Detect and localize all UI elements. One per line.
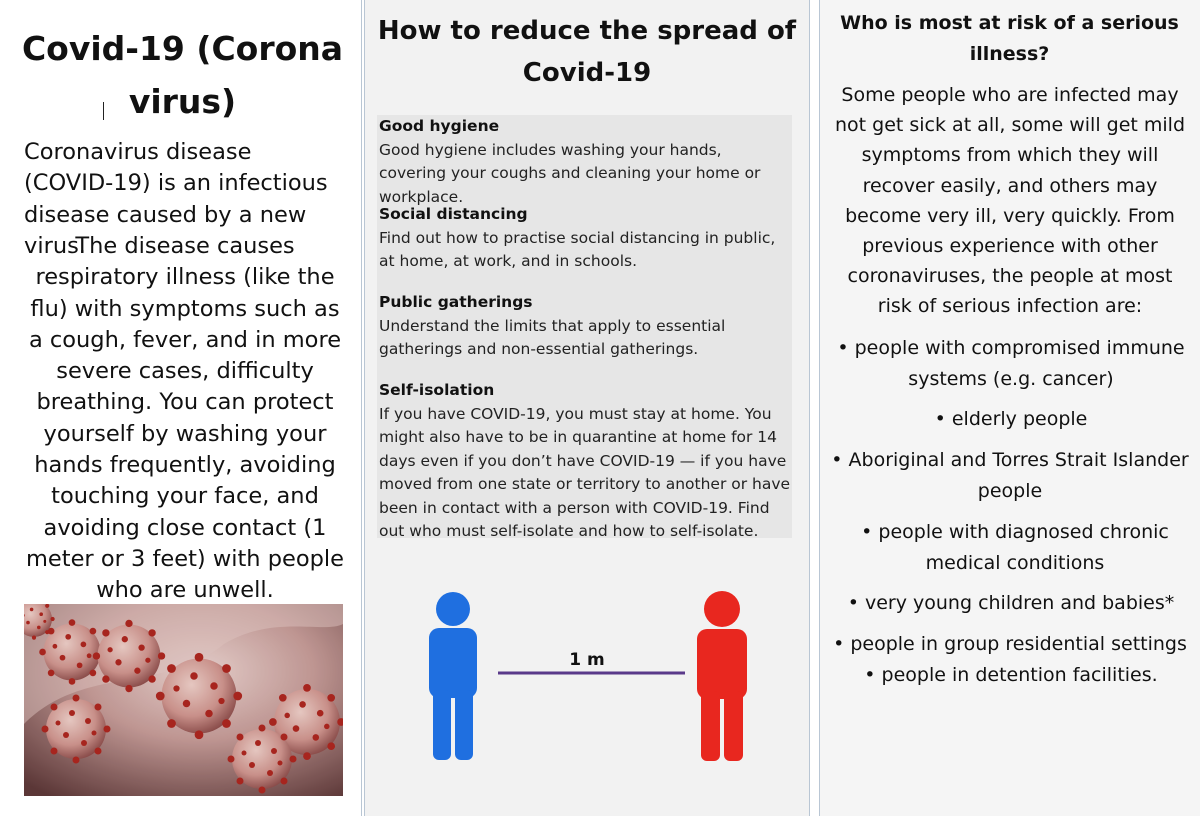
tip-text: If you have COVID-19, you must stay at home. You might also have to be in quarantine at home for 14 days even if you don’t have COVID-19 — if you have moved from one state or territory to another or have been in contact with a person with COVID-19. Find out who must self-isolate and how to self-isolate. xyxy=(379,404,791,540)
symptoms-paragraph: The disease causes respiratory illness (like the flu) with symptoms such as a cough, fever, and in more severe cases, difficulty breathing. You can protect yourself by washing your hands frequently, avoiding touching your face, and avoiding close contact (1 meter or 3 feet) with people who are unwell. xyxy=(26,233,344,604)
list-item: • people with compromised immune systems (e.g. cancer) xyxy=(837,337,1185,390)
intro-panel xyxy=(0,0,362,816)
tip-heading: Good hygiene xyxy=(379,117,500,135)
list-item: • people in detention facilities. xyxy=(864,664,1158,686)
page-title: Covid-19 (Corona virus) xyxy=(21,29,344,121)
list-item: • people in group residential settings xyxy=(833,633,1187,655)
list-item: • Aboriginal and Torres Strait Islander people xyxy=(831,449,1189,502)
tip-heading: Social distancing xyxy=(379,205,528,223)
risk-title: Who is most at risk of a serious illness? xyxy=(840,12,1179,65)
tip-heading: Self-isolation xyxy=(379,381,495,399)
person-left-icon xyxy=(429,592,477,760)
social-distance-illustration xyxy=(365,585,809,765)
tip-self-isolation xyxy=(379,379,791,544)
tip-text: Understand the limits that apply to essential gatherings and non-essential gatherings. xyxy=(379,316,726,358)
risk-intro: Some people who are infected may not get sick at all, some will get mild symptoms from which they will recover easily, and others may become very ill, very quickly. From previous experience with other coronaviruses, the people at most risk of serious infection are: xyxy=(834,84,1185,318)
tip-public-gatherings xyxy=(379,291,791,362)
person-right-icon xyxy=(697,591,747,761)
tip-text: Good hygiene includes washing your hands, covering your coughs and cleaning your home or workplace. xyxy=(379,140,761,206)
prevention-title: How to reduce the spread of Covid-19 xyxy=(377,16,797,88)
coronavirus-image xyxy=(24,604,343,796)
prevention-panel xyxy=(364,0,810,816)
list-item: • people with diagnosed chronic medical conditions xyxy=(861,521,1169,574)
intro-paragraph: Coronavirus disease (COVID-19) is an infectious disease caused by a new virus. xyxy=(24,139,328,259)
list-item: • elderly people xyxy=(934,408,1088,430)
distance-label: 1 m xyxy=(569,650,605,670)
tip-heading: Public gatherings xyxy=(379,293,533,311)
list-item: • very young children and babies* xyxy=(847,592,1175,614)
tip-social-distancing xyxy=(379,203,791,274)
risk-panel xyxy=(819,0,1200,816)
text-cursor xyxy=(103,102,104,120)
tips-box xyxy=(377,115,792,538)
tip-good-hygiene xyxy=(379,115,791,209)
tip-text: Find out how to practise social distancing in public, at home, at work, and in schools. xyxy=(379,228,776,270)
